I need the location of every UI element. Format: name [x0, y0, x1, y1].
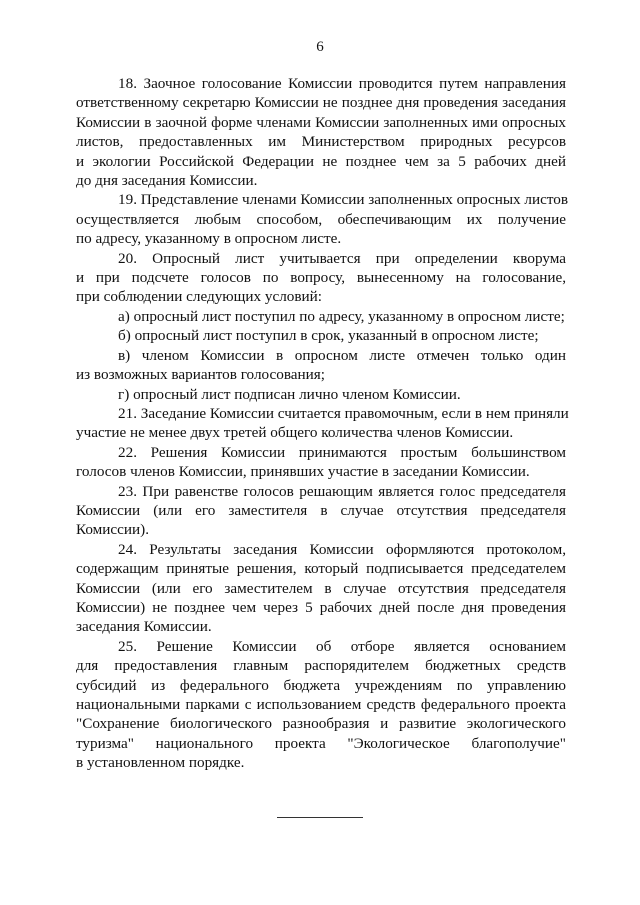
text-line: при соблюдении следующих условий: [76, 288, 323, 306]
text-line: содержащим принятые решения, который подписывается председателем [76, 560, 566, 578]
paragraph [76, 404, 569, 443]
text-line: г) опросный лист подписан лично членом Комиссии. [118, 385, 461, 403]
text-line: "Сохранение биологического разнообразия и развитие экологического [76, 715, 566, 733]
paragraph [76, 74, 566, 190]
text-line: 21. Заседание Комиссии считается правомочным, если в нем приняли [118, 404, 569, 422]
paragraph [76, 385, 566, 404]
text-line: Комиссии). [76, 521, 150, 539]
text-line: 19. Представление членами Комиссии заполненных опросных листов [118, 191, 569, 209]
paragraph [76, 307, 566, 326]
text-line: туризма" национального проекта "Экологическое благополучие" [76, 734, 566, 752]
text-line: 18. Заочное голосование Комиссии проводится путем направления [118, 75, 566, 92]
text-line: осуществляется любым способом, обеспечивающим их получение [76, 210, 566, 228]
document-body [76, 74, 569, 773]
text-line: 23. При равенстве голосов решающим является голос председателя [118, 482, 566, 500]
paragraph [76, 443, 566, 482]
text-line: б) опросный лист поступил в срок, указанный в опросном листе; [118, 327, 539, 345]
text-line: участие не менее двух третей общего количества членов Комиссии. [76, 424, 514, 442]
end-separator-line [277, 817, 363, 818]
text-line: в) членом Комиссии в опросном листе отмечен только один [118, 346, 566, 364]
text-line: и экологии Российской Федерации не позднее чем за 5 рабочих дней [76, 152, 566, 170]
text-line: Комиссии) не позднее чем через 5 рабочих дней после дня проведения [76, 598, 566, 616]
text-line: и при подсчете голосов по вопросу, вынесенному на голосование, [76, 269, 566, 287]
paragraph [76, 326, 566, 345]
paragraph [76, 540, 566, 637]
text-line: в установленном порядке. [76, 754, 245, 772]
text-line: листов, предоставленных им Министерством природных ресурсов [76, 133, 566, 151]
paragraph [76, 346, 566, 385]
text-line: Комиссии (или его заместителя в случае отсутствия председателя [76, 501, 566, 519]
text-line: по адресу, указанному в опросном листе. [76, 230, 342, 248]
text-line: 22. Решения Комиссии принимаются простым большинством [118, 443, 566, 461]
text-line: 25. Решение Комиссии об отборе является основанием [118, 637, 566, 655]
text-line: 24. Результаты заседания Комиссии оформляются протоколом, [118, 540, 566, 558]
paragraph [76, 482, 566, 540]
text-line: голосов членов Комиссии, принявших участие в заседании Комиссии. [76, 463, 530, 481]
text-line: национальными парками с использованием средств федерального проекта [76, 696, 566, 713]
text-line: 20. Опросный лист учитывается при определении кворума [118, 249, 566, 267]
text-line: Комиссии в заочной форме членами Комиссии заполненных ими опросных [76, 113, 566, 131]
page-number: 6 [316, 39, 324, 55]
text-line: ответственному секретарю Комиссии не позднее дня проведения заседания [76, 94, 566, 112]
text-line: заседания Комиссии. [76, 618, 212, 636]
paragraph [76, 249, 566, 307]
text-line: Комиссии (или его заместителем в случае отсутствия председателя [76, 579, 566, 597]
text-line: а) опросный лист поступил по адресу, указанному в опросном листе; [118, 307, 565, 325]
text-line: из возможных вариантов голосования; [76, 366, 326, 384]
text-line: до дня заседания Комиссии. [76, 172, 258, 190]
paragraph [76, 637, 566, 773]
text-line: субсидий из федерального бюджета учреждениям по управлению [76, 676, 566, 694]
paragraph [76, 190, 569, 248]
text-line: для предоставления главным распорядителем бюджетных средств [76, 657, 566, 675]
